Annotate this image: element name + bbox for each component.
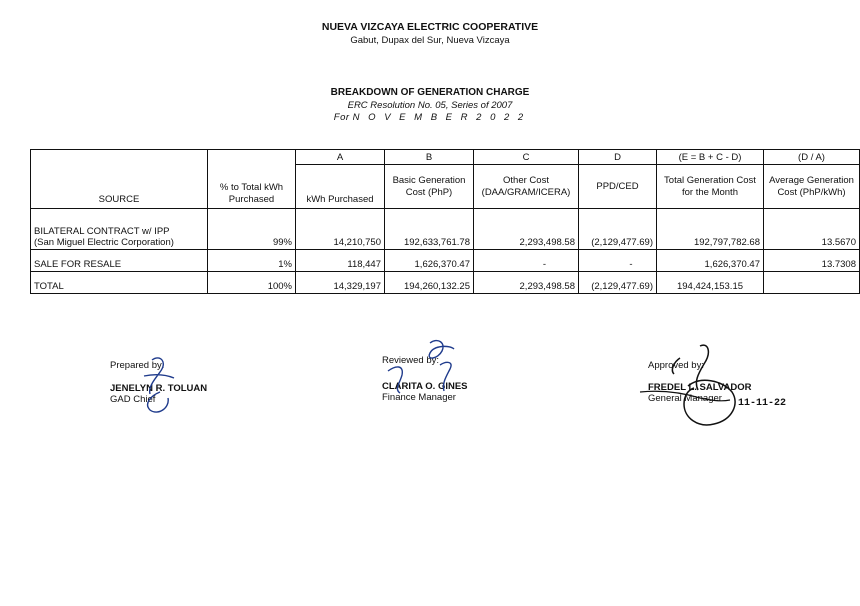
col-letter-d: D <box>579 150 657 165</box>
col-header-kwh: kWh Purchased <box>296 165 385 209</box>
prepared-signature-icon <box>130 352 190 422</box>
reviewed-name: CLARITA O. GINES <box>382 381 468 392</box>
pct-header-top <box>208 150 296 165</box>
organization-address: Gabut, Dupax del Sur, Nueva Vizcaya <box>350 35 510 46</box>
col-letter-c: C <box>474 150 579 165</box>
cell-pct: 100% <box>208 272 296 294</box>
col-header-source: SOURCE <box>31 165 208 209</box>
approved-name: FREDEL L. SALVADOR <box>648 382 752 393</box>
cell-ppd: (2,129,477.69) <box>579 209 657 250</box>
source-line1: BILATERAL CONTRACT w/ IPP <box>34 226 170 237</box>
prepared-label: Prepared by: <box>110 360 165 371</box>
cell-pct: 99% <box>208 209 296 250</box>
prepared-name: JENELYN R. TOLUAN <box>110 383 208 394</box>
reviewed-signature-icon <box>380 335 470 400</box>
resolution-reference: ERC Resolution No. 05, Series of 2007 <box>347 100 513 111</box>
col-header-avg: Average Generation Cost (PhP/kWh) <box>764 165 860 209</box>
cell-total: 192,797,782.68 <box>657 209 764 250</box>
cell-total: 194,424,153.15 <box>657 272 764 294</box>
cell-other: 2,293,498.58 <box>474 209 579 250</box>
cell-basic: 194,260,132.25 <box>385 272 474 294</box>
cell-avg: 13.7308 <box>764 250 860 272</box>
report-title: BREAKDOWN OF GENERATION CHARGE <box>330 87 530 98</box>
cell-basic: 192,633,761.78 <box>385 209 474 250</box>
prepared-title: GAD Chief <box>110 394 156 405</box>
cell-other: - <box>474 250 579 272</box>
reviewed-title: Finance Manager <box>382 392 456 403</box>
cell-avg <box>764 272 860 294</box>
column-letter-row <box>31 150 860 165</box>
row-source: TOTAL <box>31 272 208 294</box>
col-header-ppd: PPD/CED <box>579 165 657 209</box>
col-header-other: Other Cost (DAA/GRAM/ICERA) <box>474 165 579 209</box>
col-header-pct: % to Total kWh Purchased <box>208 165 296 209</box>
source-line2: (San Miguel Electric Corporation) <box>34 237 174 248</box>
cell-kwh: 14,210,750 <box>296 209 385 250</box>
approved-date: 11-11-22 <box>738 398 787 409</box>
cell-avg: 13.5670 <box>764 209 860 250</box>
approved-label: Approved by: <box>648 360 704 371</box>
cell-total: 1,626,370.47 <box>657 250 764 272</box>
col-header-total: Total Generation Cost for the Month <box>657 165 764 209</box>
source-header-top <box>31 150 208 165</box>
col-letter-b: B <box>385 150 474 165</box>
col-header-basic: Basic Generation Cost (PhP) <box>385 165 474 209</box>
cell-basic: 1,626,370.47 <box>385 250 474 272</box>
cell-kwh: 14,329,197 <box>296 272 385 294</box>
row-source: SALE FOR RESALE <box>31 250 208 272</box>
period-value: N O V E M B E R 2 0 2 2 <box>352 112 527 123</box>
report-period <box>0 112 860 123</box>
table-row <box>31 250 860 272</box>
generation-charge-table <box>30 149 860 294</box>
col-letter-e: (E = B + C - D) <box>657 150 764 165</box>
table-row <box>31 209 860 250</box>
cell-kwh: 118,447 <box>296 250 385 272</box>
approved-signature-icon <box>640 340 750 430</box>
table-row-total <box>31 272 860 294</box>
period-prefix: For <box>333 112 350 123</box>
reviewed-label: Reviewed by: <box>382 355 440 366</box>
cell-pct: 1% <box>208 250 296 272</box>
row-source <box>31 209 208 250</box>
approved-title: General Manager <box>648 393 722 404</box>
col-letter-avg: (D / A) <box>764 150 860 165</box>
organization-name: NUEVA VIZCAYA ELECTRIC COOPERATIVE <box>321 21 539 33</box>
cell-ppd: - <box>579 250 657 272</box>
col-letter-a: A <box>296 150 385 165</box>
column-header-row <box>31 165 860 209</box>
cell-ppd: (2,129,477.69) <box>579 272 657 294</box>
cell-other: 2,293,498.58 <box>474 272 579 294</box>
